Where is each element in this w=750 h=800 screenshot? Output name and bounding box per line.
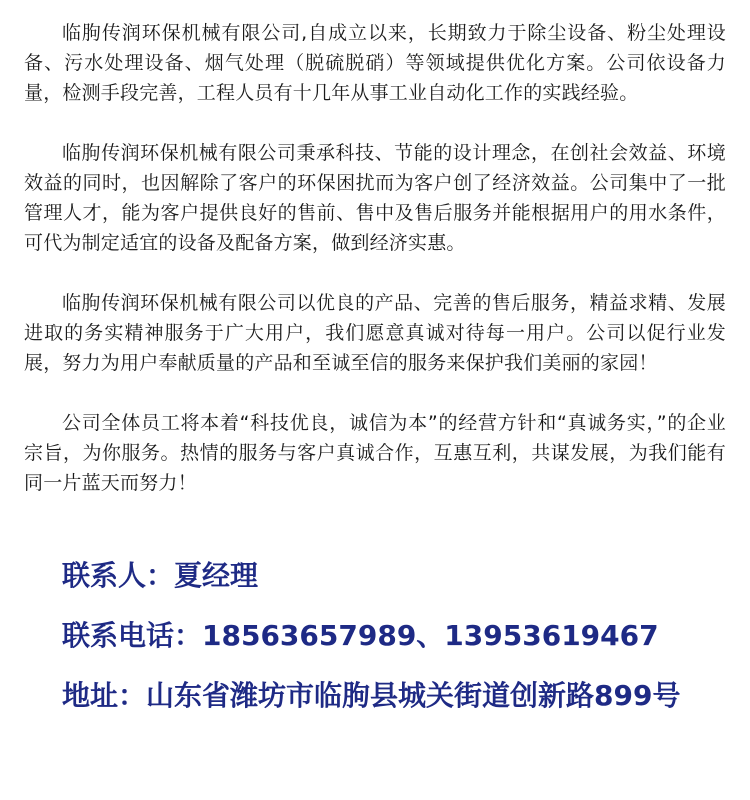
intro-paragraph-4: 公司全体员工将本着“科技优良，诚信为本”的经营方针和“真诚务实，”的企业宗旨，为你服务。热情的服务与客户真诚合作，互惠互利，共谋发展，为我们能有同一片蓝天而努力！ (24, 412, 726, 494)
company-intro (24, 18, 726, 498)
contact-info (62, 556, 742, 716)
contact-address: 地址：山东省潍坊市临朐县城关街道创新路899号 (62, 679, 681, 712)
contact-phone: 联系电话：18563657989、13953619467 (62, 619, 659, 652)
intro-paragraph-2: 临朐传润环保机械有限公司秉承科技、节能的设计理念，在创社会效益、环境效益的同时，也因解除了客户的环保困扰而为客户创了经济效益。公司集中了一批管理人才，能为客户提供良好的售前、售中及售后服务并能根据用户的用水条件，可代为制定适宜的设备及配备方案，做到经济实惠。 (24, 142, 726, 254)
contact-person: 联系人：夏经理 (62, 559, 259, 592)
intro-paragraph-1: 临朐传润环保机械有限公司,自成立以来，长期致力于除尘设备、粉尘处理设备、污水处理设备、烟气处理（脱硫脱硝）等领域提供优化方案。公司依设备力量，检测手段完善，工程人员有十几年从事工业自动化工作的实践经验。 (24, 22, 726, 104)
intro-paragraph-3: 临朐传润环保机械有限公司以优良的产品、完善的售后服务，精益求精、发展进取的务实精神服务于广大用户，我们愿意真诚对待每一用户。公司以促行业发展，努力为用户奉献质量的产品和至诚至信的服务来保护我们美丽的家园！ (24, 292, 726, 374)
